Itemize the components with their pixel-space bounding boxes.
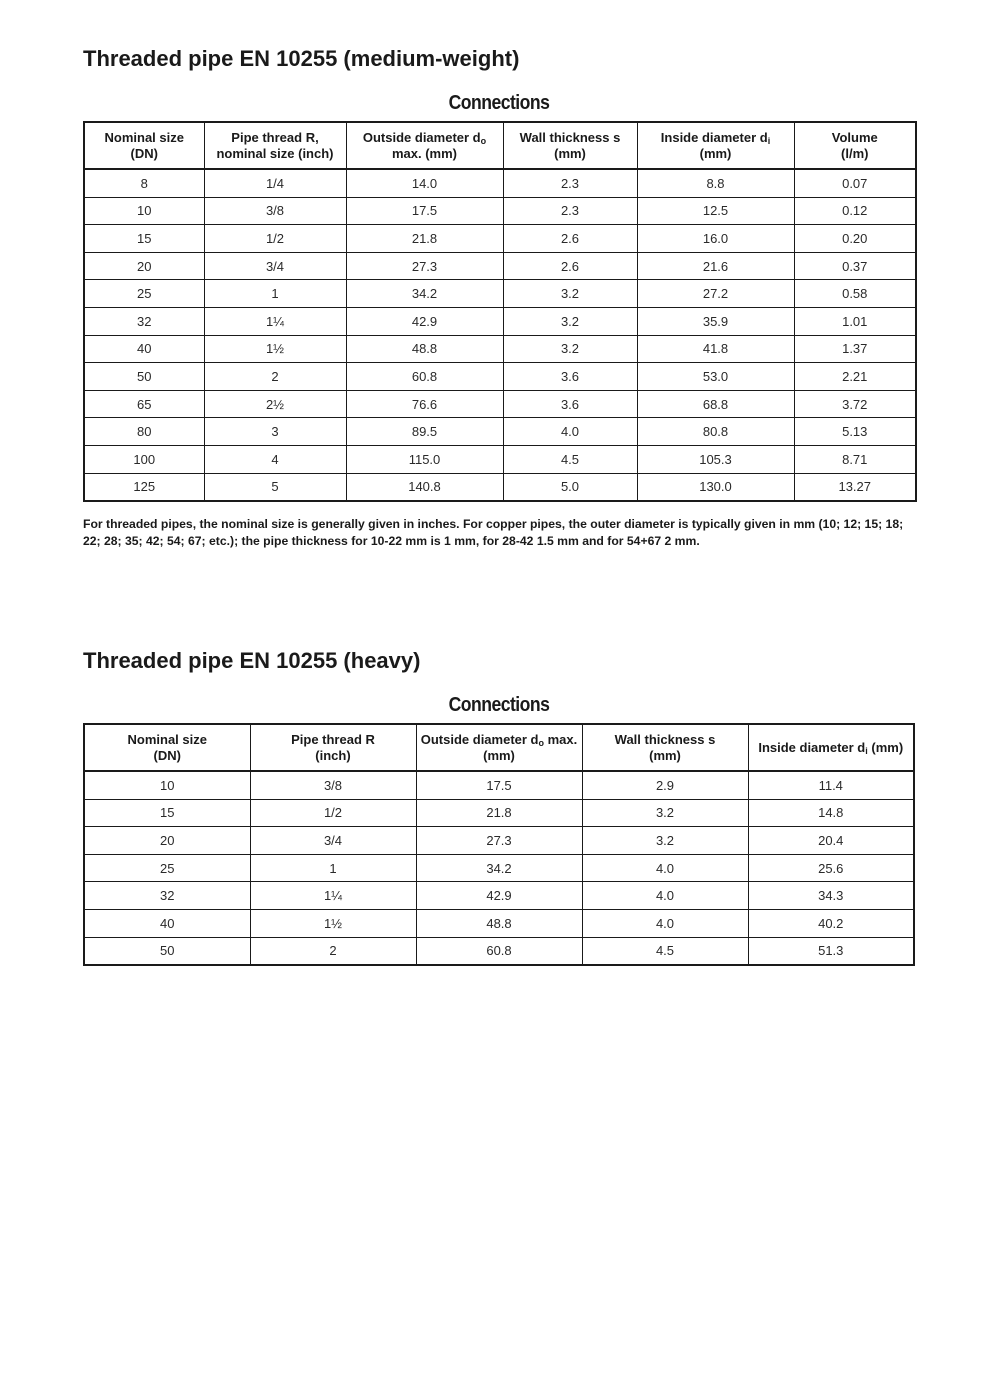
- table-cell: 2.9: [582, 771, 748, 799]
- table-cell: 12.5: [637, 197, 794, 225]
- table-cell: 40: [84, 909, 250, 937]
- table-cell: 2.3: [503, 197, 637, 225]
- table-row: [84, 307, 916, 335]
- table-header-row: [84, 122, 916, 169]
- heavy-pipe-table: [83, 723, 915, 966]
- table-row: [84, 445, 916, 473]
- table-cell: 27.2: [637, 280, 794, 308]
- table-cell: 3.6: [503, 363, 637, 391]
- table-row: [84, 799, 914, 827]
- medium-weight-pipe-table: [83, 121, 917, 502]
- table-cell: 10: [84, 771, 250, 799]
- table-header-row: [84, 724, 914, 771]
- column-header-line2: (DN): [153, 747, 181, 763]
- table-cell: 4.5: [503, 445, 637, 473]
- table-cell: 41.8: [637, 335, 794, 363]
- column-header-line1-suffix: (mm): [867, 739, 904, 755]
- table-cell: 48.8: [346, 335, 503, 363]
- column-header: [582, 724, 748, 771]
- table-cell: 3/4: [204, 252, 346, 280]
- table-row: [84, 280, 916, 308]
- table-cell: 32: [84, 882, 250, 910]
- table-cell: 35.9: [637, 307, 794, 335]
- table-caption-heavy: Connections: [448, 694, 550, 716]
- table-cell: 5.13: [794, 418, 916, 446]
- table-cell: 4.0: [582, 882, 748, 910]
- table-cell: 76.6: [346, 390, 503, 418]
- table-cell: 15: [84, 225, 204, 253]
- column-header-line1: Wall thickness s: [519, 129, 621, 145]
- table-cell: 25: [84, 854, 250, 882]
- table-cell: 17.5: [416, 771, 582, 799]
- table-cell: 32: [84, 307, 204, 335]
- table-cell: 2.6: [503, 225, 637, 253]
- column-header-line1: Outside diameter d: [420, 731, 539, 747]
- column-header-line1: Inside diameter d: [660, 129, 768, 145]
- table-cell: 13.27: [794, 473, 916, 501]
- table-cell: 4.0: [503, 418, 637, 446]
- table-cell: 1/2: [250, 799, 416, 827]
- table-cell: 60.8: [416, 937, 582, 965]
- table-cell: 15: [84, 799, 250, 827]
- column-header-line1-suffix: max.: [544, 731, 578, 747]
- table-row: [84, 169, 916, 197]
- table-row: [84, 418, 916, 446]
- column-header-line1: Wall thickness s: [614, 731, 716, 747]
- column-header-subscript: o: [538, 737, 544, 748]
- table-cell: 53.0: [637, 363, 794, 391]
- table-cell: 34.2: [416, 854, 582, 882]
- table-cell: 0.20: [794, 225, 916, 253]
- column-header-line1: Volume: [831, 129, 878, 145]
- table-cell: 3.2: [503, 280, 637, 308]
- table-row: [84, 473, 916, 501]
- table-cell: 20.4: [748, 827, 914, 855]
- table-cell: 68.8: [637, 390, 794, 418]
- column-header: [637, 122, 794, 169]
- column-header: [204, 122, 346, 169]
- table-cell: 1½: [250, 909, 416, 937]
- table-row: [84, 225, 916, 253]
- table-cell: 25.6: [748, 854, 914, 882]
- column-header-line2: (mm): [649, 747, 681, 763]
- table-cell: 105.3: [637, 445, 794, 473]
- column-header-line1: Inside diameter d: [758, 739, 866, 755]
- column-header-line1: Outside diameter d: [362, 129, 481, 145]
- table-cell: 80.8: [637, 418, 794, 446]
- table-cell: 27.3: [346, 252, 503, 280]
- table-cell: 1¼: [250, 882, 416, 910]
- pipe-size-note: For threaded pipes, the nominal size is generally given in inches. For copper pipes, the outer diameter is typically given in mm (10; 12; 15; 18; 22; 28; 35; 42; 54; 67; etc.); the pipe thickness for 10-22 mm is 1 mm, for 28-42 1.5 mm and for 54+67 2 mm.: [83, 517, 904, 548]
- table-cell: 3/4: [250, 827, 416, 855]
- column-header-line2: (inch): [315, 747, 351, 763]
- column-header: [794, 122, 916, 169]
- column-header-line1: Nominal size: [104, 129, 184, 145]
- table-cell: 4.0: [582, 909, 748, 937]
- column-header-line2: (DN): [130, 145, 158, 161]
- table-cell: 1/2: [204, 225, 346, 253]
- table-cell: 50: [84, 363, 204, 391]
- table-cell: 3.6: [503, 390, 637, 418]
- table-caption-medium-weight: Connections: [448, 92, 550, 114]
- table-cell: 1/4: [204, 169, 346, 197]
- column-header-line1: Pipe thread R: [291, 731, 375, 747]
- table-cell: 3.72: [794, 390, 916, 418]
- table-cell: 125: [84, 473, 204, 501]
- column-header: [84, 122, 204, 169]
- column-header: [416, 724, 582, 771]
- table-cell: 20: [84, 827, 250, 855]
- table-cell: 34.3: [748, 882, 914, 910]
- table-cell: 8.8: [637, 169, 794, 197]
- table-cell: 25: [84, 280, 204, 308]
- table-cell: 42.9: [416, 882, 582, 910]
- column-header-subscript: i: [767, 135, 771, 146]
- table-row: [84, 390, 916, 418]
- table-cell: 3/8: [204, 197, 346, 225]
- table-row: [84, 335, 916, 363]
- column-header-line2: (mm): [554, 145, 586, 161]
- table-cell: 4: [204, 445, 346, 473]
- table-cell: 14.8: [748, 799, 914, 827]
- table-cell: 100: [84, 445, 204, 473]
- table-cell: 2½: [204, 390, 346, 418]
- table-cell: 65: [84, 390, 204, 418]
- table-cell: 0.58: [794, 280, 916, 308]
- table-cell: 5.0: [503, 473, 637, 501]
- table-cell: 21.8: [346, 225, 503, 253]
- column-header: [250, 724, 416, 771]
- table-cell: 0.07: [794, 169, 916, 197]
- table-cell: 1.01: [794, 307, 916, 335]
- table-row: [84, 252, 916, 280]
- table-cell: 17.5: [346, 197, 503, 225]
- table-cell: 2.3: [503, 169, 637, 197]
- table-cell: 3.2: [503, 307, 637, 335]
- table-cell: 21.6: [637, 252, 794, 280]
- table-row: [84, 909, 914, 937]
- column-header: [84, 724, 250, 771]
- table-cell: 51.3: [748, 937, 914, 965]
- table-cell: 2: [250, 937, 416, 965]
- table-cell: 40.2: [748, 909, 914, 937]
- table-cell: 60.8: [346, 363, 503, 391]
- section-title-medium-weight: Threaded pipe EN 10255 (medium-weight): [83, 46, 520, 71]
- table-cell: 1: [204, 280, 346, 308]
- table-cell: 8: [84, 169, 204, 197]
- column-header-line2: (l/m): [841, 145, 869, 161]
- table-cell: 0.12: [794, 197, 916, 225]
- table-cell: 14.0: [346, 169, 503, 197]
- table-cell: 48.8: [416, 909, 582, 937]
- table-row: [84, 882, 914, 910]
- table-row: [84, 854, 914, 882]
- column-header: [748, 724, 914, 771]
- table-cell: 8.71: [794, 445, 916, 473]
- table-cell: 3.2: [582, 799, 748, 827]
- table-cell: 42.9: [346, 307, 503, 335]
- column-header-line2: (mm): [699, 145, 732, 161]
- table-cell: 1½: [204, 335, 346, 363]
- table-row: [84, 771, 914, 799]
- table-cell: 27.3: [416, 827, 582, 855]
- table-cell: 80: [84, 418, 204, 446]
- column-header-subscript: o: [480, 135, 487, 146]
- table-cell: 2.21: [794, 363, 916, 391]
- column-header: [503, 122, 637, 169]
- column-header-subscript: i: [865, 745, 868, 756]
- table-cell: 3: [204, 418, 346, 446]
- table-cell: 20: [84, 252, 204, 280]
- table-cell: 50: [84, 937, 250, 965]
- column-header-line2: (mm): [483, 747, 515, 763]
- table-cell: 3.2: [582, 827, 748, 855]
- table-row: [84, 827, 914, 855]
- column-header-line1: Nominal size: [127, 731, 207, 747]
- table-row: [84, 197, 916, 225]
- table-cell: 2.6: [503, 252, 637, 280]
- table-cell: 4.0: [582, 854, 748, 882]
- table-cell: 1¼: [204, 307, 346, 335]
- table-cell: 5: [204, 473, 346, 501]
- column-header-line2: nominal size (inch): [216, 145, 334, 161]
- table-cell: 1: [250, 854, 416, 882]
- table-cell: 130.0: [637, 473, 794, 501]
- table-cell: 16.0: [637, 225, 794, 253]
- column-header: [346, 122, 503, 169]
- table-cell: 34.2: [346, 280, 503, 308]
- column-header-line2: max. (mm): [391, 145, 458, 161]
- table-row: [84, 363, 916, 391]
- table-cell: 3.2: [503, 335, 637, 363]
- column-header-line1: Pipe thread R,: [231, 129, 319, 145]
- table-cell: 115.0: [346, 445, 503, 473]
- table-cell: 1.37: [794, 335, 916, 363]
- table-row: [84, 937, 914, 965]
- table-cell: 21.8: [416, 799, 582, 827]
- table-cell: 40: [84, 335, 204, 363]
- table-cell: 3/8: [250, 771, 416, 799]
- table-cell: 4.5: [582, 937, 748, 965]
- table-cell: 11.4: [748, 771, 914, 799]
- table-cell: 2: [204, 363, 346, 391]
- table-cell: 89.5: [346, 418, 503, 446]
- section-title-heavy: Threaded pipe EN 10255 (heavy): [83, 648, 421, 673]
- table-cell: 10: [84, 197, 204, 225]
- table-cell: 140.8: [346, 473, 503, 501]
- table-cell: 0.37: [794, 252, 916, 280]
